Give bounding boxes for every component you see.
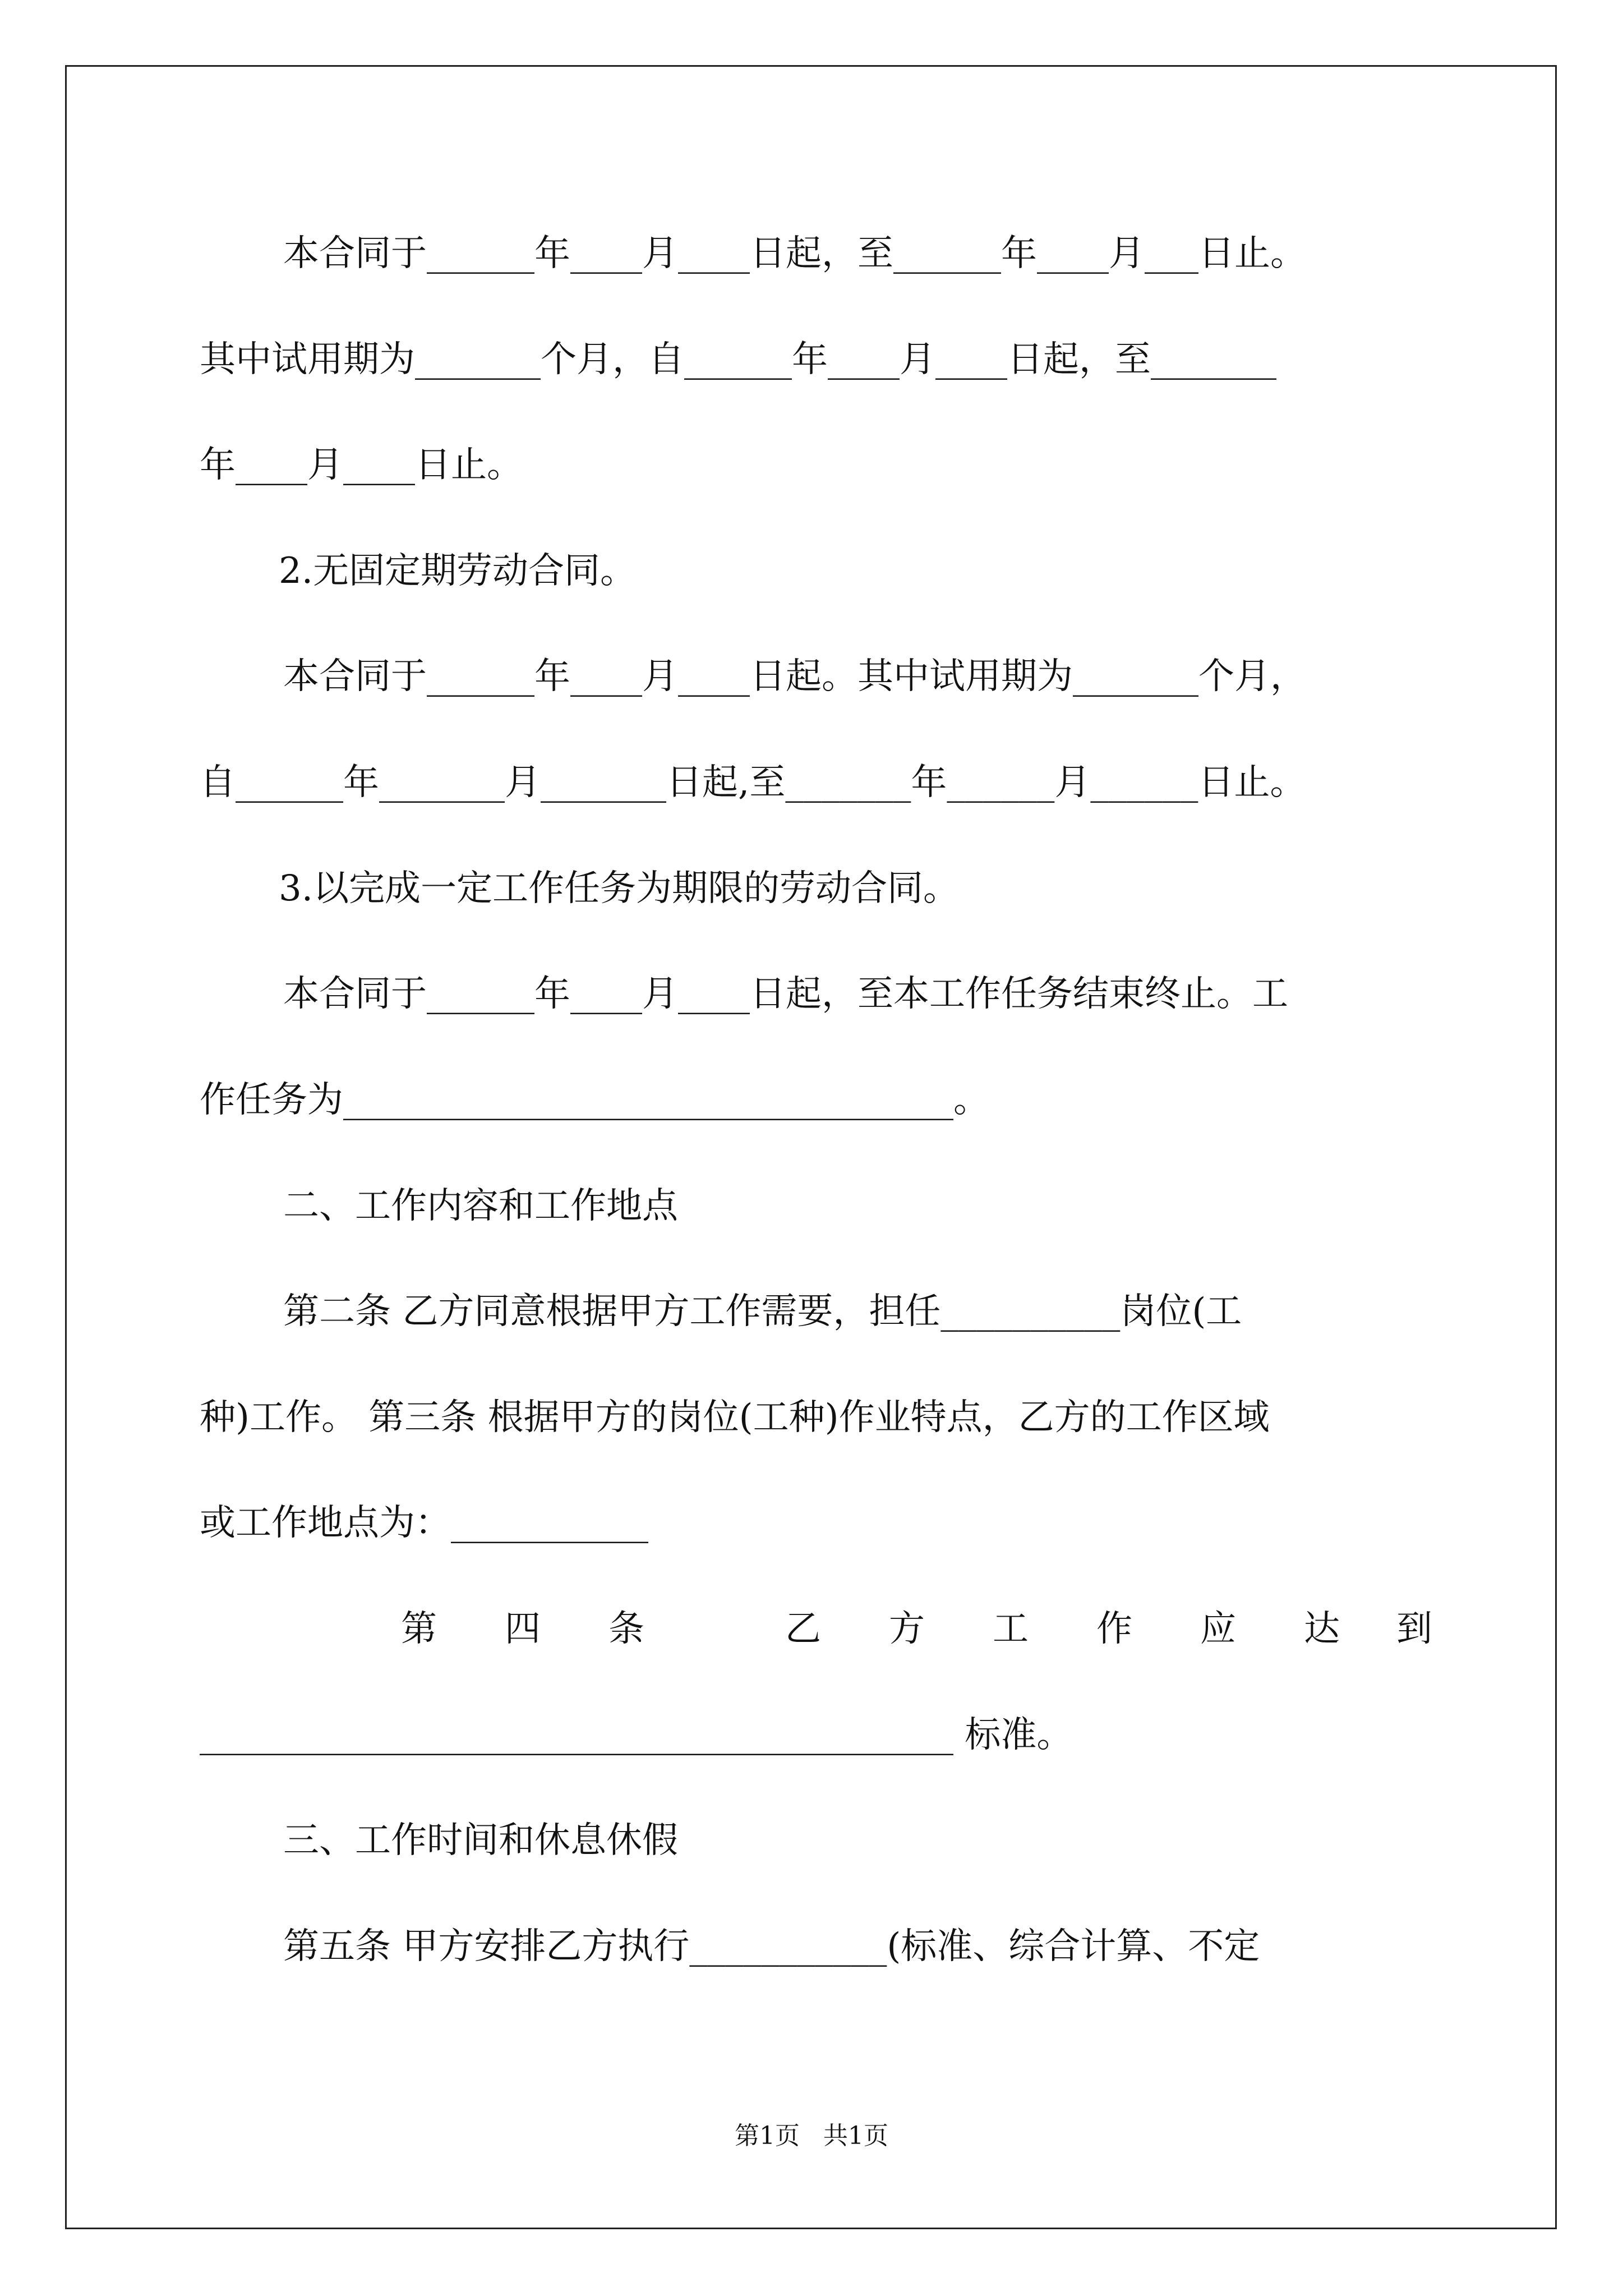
- spread-char: 应: [1200, 1608, 1236, 1650]
- spread-char: 四: [505, 1608, 541, 1650]
- spread-char: 作: [1096, 1608, 1132, 1650]
- spread-char: 工: [993, 1608, 1029, 1650]
- spread-char: 条: [608, 1608, 644, 1650]
- page-border: [65, 65, 1557, 2229]
- spread-char: 到: [1396, 1608, 1432, 1650]
- spread-char: 方: [889, 1608, 925, 1650]
- spread-char: 乙: [785, 1608, 821, 1650]
- spread-char: 达: [1304, 1608, 1340, 1650]
- page-footer: 第1页 共1页: [735, 2122, 888, 2150]
- spread-char: 第: [401, 1608, 437, 1650]
